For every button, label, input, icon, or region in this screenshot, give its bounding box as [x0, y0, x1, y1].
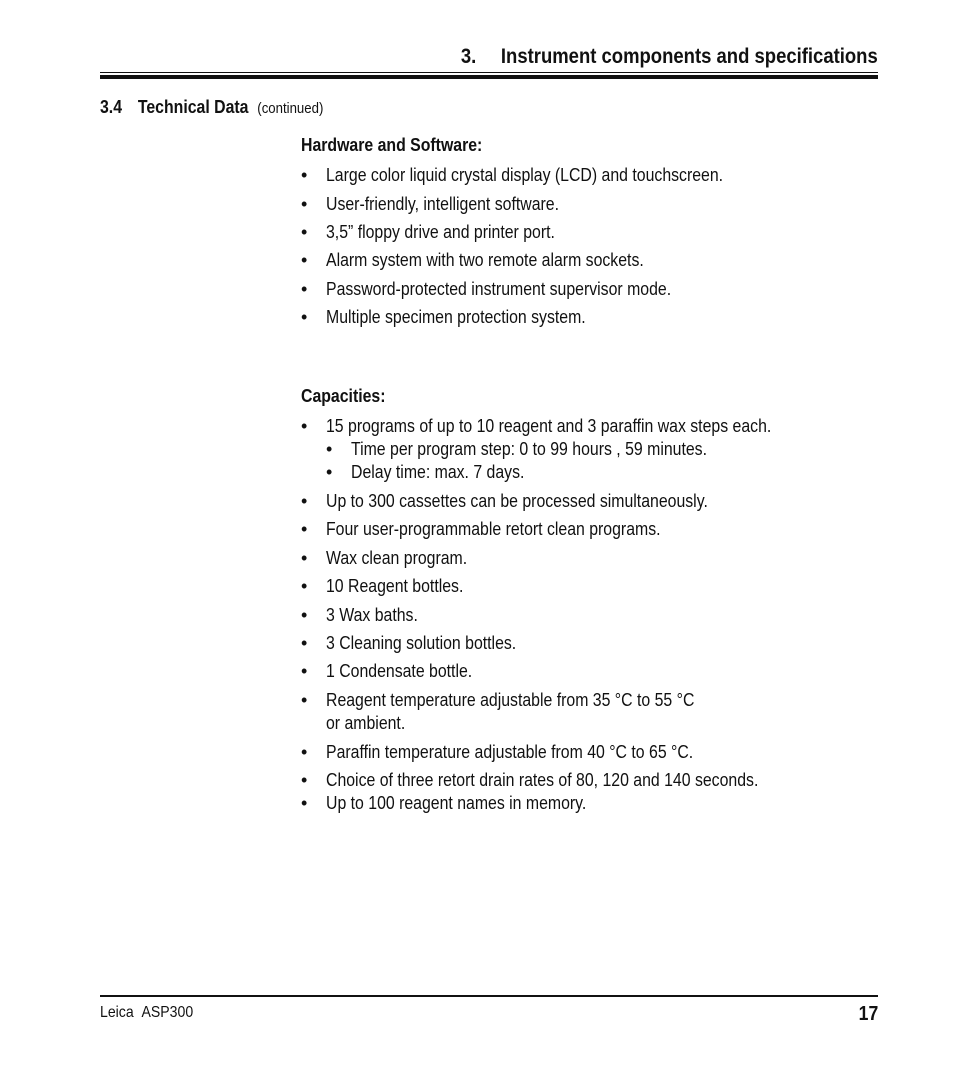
bullet-icon: • [301, 416, 308, 436]
bullet-icon: • [301, 605, 308, 625]
bullet-icon: • [301, 770, 308, 790]
bullet-icon: • [301, 576, 308, 596]
bullet-icon: • [301, 548, 308, 568]
bullet-icon: • [301, 793, 308, 813]
bullet-icon: • [301, 194, 308, 214]
section-title: Technical Data [137, 97, 249, 117]
chapter-header [404, 45, 878, 69]
bullet-icon: • [301, 519, 308, 539]
bullet-icon: • [301, 661, 308, 681]
footer-rule [100, 995, 878, 997]
capacities-heading: Capacities: [301, 386, 386, 406]
section-number: 3.4 [100, 97, 123, 117]
bullet-icon: • [301, 633, 308, 653]
section-continued-note: (continued) [257, 100, 324, 117]
bullet-icon: • [301, 165, 308, 185]
bullet-icon: • [301, 222, 308, 242]
bullet-icon: • [301, 491, 308, 511]
header-rule-thin [100, 72, 878, 73]
bullet-icon: • [301, 279, 308, 299]
bullet-icon: • [326, 439, 333, 459]
bullet-icon: • [301, 742, 308, 762]
chapter-number: 3. [461, 45, 477, 68]
bullet-icon: • [301, 690, 308, 710]
bullet-icon: • [326, 462, 333, 482]
hardware-heading: Hardware and Software: [301, 135, 483, 155]
bullet-icon: • [301, 250, 308, 270]
bullet-icon: • [301, 307, 308, 327]
header-rule-thick [100, 75, 878, 79]
footer-product: Leica ASP300 [100, 1004, 194, 1021]
page-number: 17 [858, 1003, 878, 1025]
section-heading [100, 97, 354, 118]
chapter-title: Instrument components and specifications [501, 45, 878, 68]
